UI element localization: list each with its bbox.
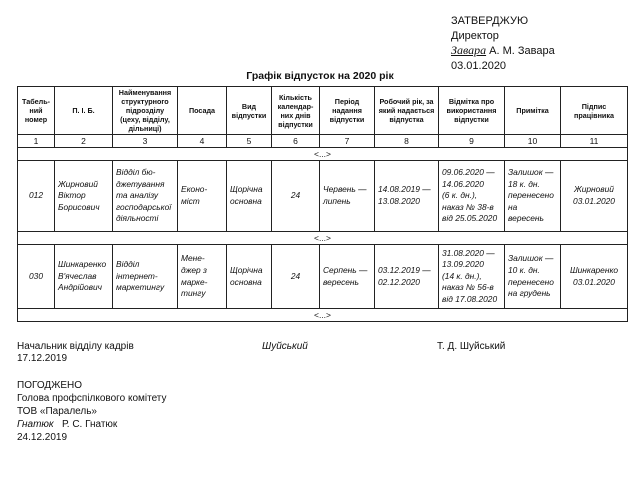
ellipsis-cell: <...> [18, 309, 628, 322]
column-number: 2 [55, 135, 113, 148]
agreed-signature-line [17, 418, 167, 431]
approval-signature-line [451, 43, 555, 59]
header-cell: Підпис працівника [561, 87, 628, 135]
agreed-line2: ТОВ «Паралель» [17, 406, 97, 417]
header-cell: Робочий рік, за який надається відпустка [375, 87, 439, 135]
agreed-date: 24.12.2019 [17, 432, 68, 443]
column-number: 5 [227, 135, 272, 148]
approval-position: Директор [451, 29, 499, 42]
vacation-schedule-table [17, 86, 628, 322]
header-cell: Кількість календар-них днів відпустки [272, 87, 320, 135]
usage-mark-cell: 31.08.2020 — 13.09.2020 (14 к. дн.), наказ № 56-в від 17.08.2020 [439, 245, 505, 309]
employee-signature-cell: Жирновий 03.01.2020 [561, 161, 628, 232]
column-number: 1 [18, 135, 55, 148]
ellipsis-row [18, 309, 628, 322]
header-cell: Період надання відпустки [320, 87, 375, 135]
hr-signature: Шуйський [262, 341, 308, 352]
header-cell: Найменування структурного підрозділу (цеху, відділу, дільниці) [113, 87, 178, 135]
name-cell: Шинкаренко В'ячеслав Андрійович [55, 245, 113, 309]
note-cell: Залишок — 10 к. дн. перенесено на грудень [505, 245, 561, 309]
agreed-name: Р. С. Гнатюк [61, 419, 118, 430]
column-number-row [18, 135, 628, 148]
approval-signature: Завара [451, 43, 487, 57]
approval-name: А. М. Завара [489, 45, 555, 57]
header-row [18, 87, 628, 135]
tab-number-cell: 012 [18, 161, 55, 232]
agreed-line1: Голова профспілкового комітету [17, 393, 167, 404]
column-number: 9 [439, 135, 505, 148]
agreed-signature: Гнатюк [17, 419, 54, 430]
days-cell: 24 [272, 161, 320, 232]
table-row [18, 161, 628, 232]
vacation-type-cell: Щорічна основна [227, 161, 272, 232]
period-cell: Червень — липень [320, 161, 375, 232]
column-number: 11 [561, 135, 628, 148]
tab-number-cell: 030 [18, 245, 55, 309]
ellipsis-row [18, 232, 628, 245]
vacation-type-cell: Щорічна основна [227, 245, 272, 309]
work-year-cell: 03.12.2019 — 02.12.2020 [375, 245, 439, 309]
agreed-heading: ПОГОДЖЕНО [17, 380, 83, 391]
column-number: 10 [505, 135, 561, 148]
hr-name: Т. Д. Шуйський [437, 341, 506, 352]
header-cell: Вид відпустки [227, 87, 272, 135]
period-cell: Серпень — вересень [320, 245, 375, 309]
header-cell: П. І. Б. [55, 87, 113, 135]
approval-heading: ЗАТВЕРДЖУЮ [451, 15, 529, 27]
column-number: 7 [320, 135, 375, 148]
hr-position: Начальник відділу кадрів [17, 341, 134, 352]
department-cell: Відділ бю- джетування та аналізу господарської діяльності [113, 161, 178, 232]
employee-signature-cell: Шинкаренко 03.01.2020 [561, 245, 628, 309]
position-cell: Мене- джер з марке- тингу [178, 245, 227, 309]
name-cell: Жирновий Віктор Борисович [55, 161, 113, 232]
work-year-cell: 14.08.2019 — 13.08.2020 [375, 161, 439, 232]
header-cell: Табель-ний номер [18, 87, 55, 135]
note-cell: Залишок — 18 к. дн. перенесено на вересень [505, 161, 561, 232]
approval-date: 03.01.2020 [451, 59, 507, 72]
hr-date: 17.12.2019 [17, 353, 68, 364]
header-cell: Посада [178, 87, 227, 135]
document-title: Графік відпусток на 2020 рік [246, 70, 394, 82]
column-number: 4 [178, 135, 227, 148]
column-number: 6 [272, 135, 320, 148]
ellipsis-row [18, 148, 628, 161]
days-cell: 24 [272, 245, 320, 309]
ellipsis-cell: <...> [18, 232, 628, 245]
table-row [18, 245, 628, 309]
ellipsis-cell: <...> [18, 148, 628, 161]
header-cell: Примітка [505, 87, 561, 135]
department-cell: Відділ інтернет- маркетингу [113, 245, 178, 309]
approval-block [451, 14, 555, 73]
usage-mark-cell: 09.06.2020 — 14.06.2020 (6 к. дн.), наказ № 38-в від 25.05.2020 [439, 161, 505, 232]
header-cell: Відмітка про використання відпустки [439, 87, 505, 135]
position-cell: Еконо- міст [178, 161, 227, 232]
agreed-block [17, 379, 167, 444]
column-number: 3 [113, 135, 178, 148]
column-number: 8 [375, 135, 439, 148]
